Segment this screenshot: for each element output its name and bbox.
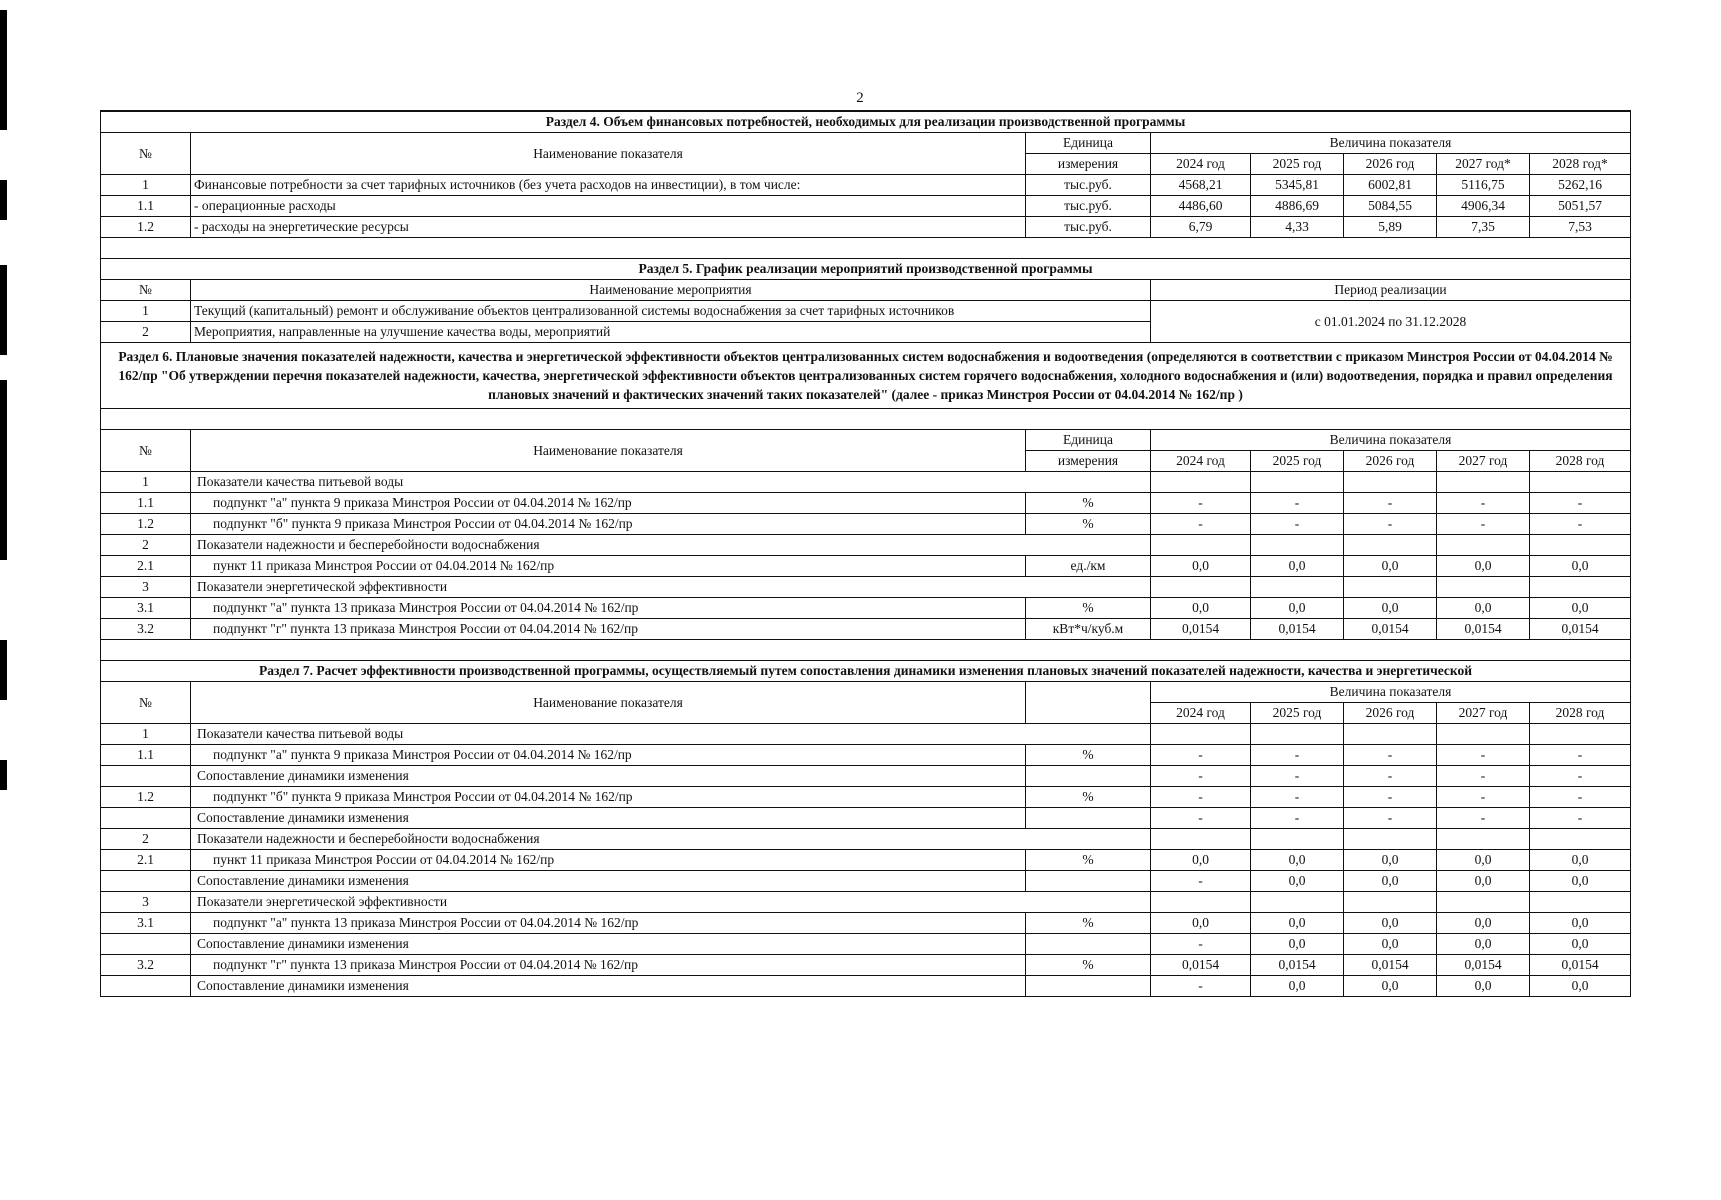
table-row bbox=[101, 766, 1631, 787]
row-value: 0,0154 bbox=[1151, 619, 1251, 640]
row-unit bbox=[1026, 871, 1151, 892]
row-value: 0,0154 bbox=[1437, 619, 1530, 640]
row-name: Текущий (капитальный) ремонт и обслуживание объектов централизованной системы водоснабжения за счет тарифных источников bbox=[191, 301, 1151, 322]
row-value: - bbox=[1530, 787, 1631, 808]
table-row bbox=[101, 871, 1631, 892]
row-value: 0,0 bbox=[1251, 976, 1344, 997]
s6-col-value: Величина показателя bbox=[1151, 430, 1631, 451]
row-value: - bbox=[1530, 514, 1631, 535]
row-no: 2 bbox=[101, 829, 191, 850]
row-no: 2.1 bbox=[101, 556, 191, 577]
row-unit bbox=[1026, 934, 1151, 955]
row-value: - bbox=[1344, 514, 1437, 535]
s7-year: 2026 год bbox=[1344, 703, 1437, 724]
row-value: 7,53 bbox=[1530, 217, 1631, 238]
main-table bbox=[100, 110, 1631, 997]
s4-col-unit-2: измерения bbox=[1026, 154, 1151, 175]
row-unit: % bbox=[1026, 787, 1151, 808]
row-no bbox=[101, 976, 191, 997]
row-value-empty bbox=[1530, 535, 1631, 556]
row-no: 1.1 bbox=[101, 196, 191, 217]
row-value: 6,79 bbox=[1151, 217, 1251, 238]
row-value-empty bbox=[1151, 472, 1251, 493]
s4-year: 2026 год bbox=[1344, 154, 1437, 175]
row-value: 0,0 bbox=[1530, 871, 1631, 892]
s4-year: 2028 год* bbox=[1530, 154, 1631, 175]
row-value: 0,0154 bbox=[1151, 955, 1251, 976]
row-value: 0,0154 bbox=[1251, 619, 1344, 640]
row-unit: % bbox=[1026, 955, 1151, 976]
s4-col-no: № bbox=[101, 133, 191, 175]
table-row bbox=[101, 976, 1631, 997]
row-no: 2 bbox=[101, 535, 191, 556]
row-value: 0,0 bbox=[1530, 598, 1631, 619]
row-value: 5116,75 bbox=[1437, 175, 1530, 196]
row-value: 0,0 bbox=[1530, 934, 1631, 955]
row-value: - bbox=[1151, 871, 1251, 892]
row-unit: кВт*ч/куб.м bbox=[1026, 619, 1151, 640]
row-no: 1.2 bbox=[101, 787, 191, 808]
table-row bbox=[101, 808, 1631, 829]
row-value: 0,0 bbox=[1251, 934, 1344, 955]
row-value: - bbox=[1344, 808, 1437, 829]
row-value: 5,89 bbox=[1344, 217, 1437, 238]
s6-col-unit-2: измерения bbox=[1026, 451, 1151, 472]
row-value: 0,0 bbox=[1151, 556, 1251, 577]
row-value: 0,0154 bbox=[1437, 955, 1530, 976]
row-value: 0,0 bbox=[1344, 850, 1437, 871]
row-value: 0,0 bbox=[1344, 976, 1437, 997]
row-value: 0,0 bbox=[1344, 934, 1437, 955]
table-row bbox=[101, 493, 1631, 514]
row-name: Показатели надежности и бесперебойности водоснабжения bbox=[191, 535, 1151, 556]
spacer-row bbox=[101, 238, 1631, 259]
document-sheet bbox=[100, 110, 1630, 997]
section4-title: Раздел 4. Объем финансовых потребностей, необходимых для реализации производственной программы bbox=[101, 111, 1631, 133]
row-value-empty bbox=[1251, 577, 1344, 598]
table-row bbox=[101, 787, 1631, 808]
row-value: - bbox=[1151, 745, 1251, 766]
row-value: - bbox=[1530, 766, 1631, 787]
row-value: 0,0 bbox=[1151, 850, 1251, 871]
row-value-empty bbox=[1530, 892, 1631, 913]
table-row bbox=[101, 535, 1631, 556]
row-value-empty bbox=[1251, 892, 1344, 913]
row-value-empty bbox=[1437, 892, 1530, 913]
s6-col-no: № bbox=[101, 430, 191, 472]
row-value: - bbox=[1344, 493, 1437, 514]
s4-year: 2025 год bbox=[1251, 154, 1344, 175]
row-value: 0,0 bbox=[1251, 598, 1344, 619]
table-row bbox=[101, 955, 1631, 976]
section5-title: Раздел 5. График реализации мероприятий производственной программы bbox=[101, 259, 1631, 280]
row-unit: тыс.руб. bbox=[1026, 196, 1151, 217]
s7-col-unit-empty bbox=[1026, 682, 1151, 724]
row-name: Показатели качества питьевой воды bbox=[191, 724, 1151, 745]
row-name: Сопоставление динамики изменения bbox=[191, 934, 1026, 955]
table-row bbox=[101, 745, 1631, 766]
row-value-empty bbox=[1344, 535, 1437, 556]
row-value: 0,0154 bbox=[1344, 619, 1437, 640]
row-value: 0,0 bbox=[1437, 871, 1530, 892]
row-value: - bbox=[1251, 514, 1344, 535]
row-name: подпункт "б" пункта 9 приказа Минстроя России от 04.04.2014 № 162/пр bbox=[191, 787, 1026, 808]
row-unit: ед./км bbox=[1026, 556, 1151, 577]
table-row bbox=[101, 598, 1631, 619]
row-unit: тыс.руб. bbox=[1026, 217, 1151, 238]
row-value: 4,33 bbox=[1251, 217, 1344, 238]
row-value-empty bbox=[1437, 535, 1530, 556]
row-name: пункт 11 приказа Минстроя России от 04.04.2014 № 162/пр bbox=[191, 850, 1026, 871]
row-value: - bbox=[1251, 493, 1344, 514]
row-name: подпункт "г" пункта 13 приказа Минстроя России от 04.04.2014 № 162/пр bbox=[191, 619, 1026, 640]
row-name: подпункт "а" пункта 13 приказа Минстроя России от 04.04.2014 № 162/пр bbox=[191, 913, 1026, 934]
spacer-row bbox=[101, 640, 1631, 661]
row-no: 3.2 bbox=[101, 619, 191, 640]
row-value: - bbox=[1530, 745, 1631, 766]
row-unit: % bbox=[1026, 493, 1151, 514]
row-no: 3.1 bbox=[101, 913, 191, 934]
row-name: Мероприятия, направленные на улучшение качества воды, мероприятий bbox=[191, 322, 1151, 343]
row-value: 0,0 bbox=[1344, 556, 1437, 577]
section6-body bbox=[101, 472, 1631, 640]
row-no: 2.1 bbox=[101, 850, 191, 871]
row-value: 0,0 bbox=[1251, 556, 1344, 577]
row-unit: % bbox=[1026, 598, 1151, 619]
row-value: - bbox=[1251, 787, 1344, 808]
row-value: - bbox=[1251, 808, 1344, 829]
row-value-empty bbox=[1151, 892, 1251, 913]
table-row bbox=[101, 217, 1631, 238]
row-value: 0,0 bbox=[1437, 934, 1530, 955]
row-value: - bbox=[1344, 787, 1437, 808]
s5-col-name: Наименование мероприятия bbox=[191, 280, 1151, 301]
row-value: - bbox=[1151, 976, 1251, 997]
row-no: 3.1 bbox=[101, 598, 191, 619]
section6-title: Раздел 6. Плановые значения показателей надежности, качества и энергетической эффективности объектов централизованных систем водоснабжения и водоотведения (определяются в соответствии с приказом Минстроя России от 04.04.2014 № 162/пр "Об утверждении перечня показателей надежности, качества, энергетической эффективности объектов централизованных систем горячего водоснабжения, холодного водоснабжения и (или) водоотведения, порядка и правил определения плановых значений и фактических значений таких показателей" (далее - приказ Минстроя России от 04.04.2014 № 162/пр ) bbox=[101, 343, 1631, 409]
row-name: Показатели надежности и бесперебойности водоснабжения bbox=[191, 829, 1151, 850]
row-name: - расходы на энергетические ресурсы bbox=[191, 217, 1026, 238]
row-value: - bbox=[1437, 808, 1530, 829]
row-value-empty bbox=[1151, 577, 1251, 598]
row-name: Показатели энергетической эффективности bbox=[191, 577, 1151, 598]
row-no bbox=[101, 766, 191, 787]
table-row bbox=[101, 175, 1631, 196]
row-no: 1.1 bbox=[101, 745, 191, 766]
row-unit bbox=[1026, 976, 1151, 997]
row-value: 0,0 bbox=[1530, 976, 1631, 997]
s7-year: 2027 год bbox=[1437, 703, 1530, 724]
table-row bbox=[101, 577, 1631, 598]
row-value: 0,0 bbox=[1251, 850, 1344, 871]
row-value: - bbox=[1151, 787, 1251, 808]
row-name: Показатели энергетической эффективности bbox=[191, 892, 1151, 913]
row-value-empty bbox=[1437, 472, 1530, 493]
s6-year: 2025 год bbox=[1251, 451, 1344, 472]
row-name: подпункт "а" пункта 9 приказа Минстроя России от 04.04.2014 № 162/пр bbox=[191, 745, 1026, 766]
row-name: Сопоставление динамики изменения bbox=[191, 976, 1026, 997]
table-row bbox=[101, 934, 1631, 955]
row-value: 0,0 bbox=[1344, 871, 1437, 892]
table-row bbox=[101, 619, 1631, 640]
row-no: 1 bbox=[101, 301, 191, 322]
row-value-empty bbox=[1344, 829, 1437, 850]
row-value: 0,0154 bbox=[1530, 619, 1631, 640]
row-value: 5084,55 bbox=[1344, 196, 1437, 217]
row-value: 0,0154 bbox=[1344, 955, 1437, 976]
row-unit: % bbox=[1026, 850, 1151, 871]
s4-col-value: Величина показателя bbox=[1151, 133, 1631, 154]
row-value: 0,0 bbox=[1530, 556, 1631, 577]
row-value: 0,0 bbox=[1437, 850, 1530, 871]
row-value-empty bbox=[1437, 724, 1530, 745]
row-no bbox=[101, 934, 191, 955]
s6-year: 2026 год bbox=[1344, 451, 1437, 472]
row-value: - bbox=[1151, 808, 1251, 829]
row-value: 0,0 bbox=[1437, 976, 1530, 997]
row-value: 0,0 bbox=[1151, 913, 1251, 934]
table-row bbox=[101, 850, 1631, 871]
row-value: - bbox=[1344, 745, 1437, 766]
row-value: 6002,81 bbox=[1344, 175, 1437, 196]
row-value: 0,0 bbox=[1437, 913, 1530, 934]
row-no bbox=[101, 808, 191, 829]
table-row bbox=[101, 196, 1631, 217]
row-value: - bbox=[1151, 934, 1251, 955]
row-value: 0,0154 bbox=[1530, 955, 1631, 976]
row-value: - bbox=[1437, 514, 1530, 535]
row-value-empty bbox=[1530, 829, 1631, 850]
row-no: 1 bbox=[101, 175, 191, 196]
s7-year: 2028 год bbox=[1530, 703, 1631, 724]
s4-col-unit-1: Единица bbox=[1026, 133, 1151, 154]
row-value: - bbox=[1151, 493, 1251, 514]
row-value: 0,0 bbox=[1344, 913, 1437, 934]
section7-title: Раздел 7. Расчет эффективности производственной программы, осуществляемый путем сопоставления динамики изменения плановых значений показателей надежности, качества и энергетической bbox=[101, 661, 1631, 682]
row-value: - bbox=[1151, 514, 1251, 535]
table-row bbox=[101, 724, 1631, 745]
row-value: - bbox=[1437, 493, 1530, 514]
row-value: 7,35 bbox=[1437, 217, 1530, 238]
row-value: 0,0 bbox=[1344, 598, 1437, 619]
row-no: 1.2 bbox=[101, 217, 191, 238]
s5-col-no: № bbox=[101, 280, 191, 301]
row-value: - bbox=[1437, 766, 1530, 787]
row-value-empty bbox=[1344, 577, 1437, 598]
row-value-empty bbox=[1530, 724, 1631, 745]
row-name: подпункт "а" пункта 9 приказа Минстроя России от 04.04.2014 № 162/пр bbox=[191, 493, 1026, 514]
s6-year: 2027 год bbox=[1437, 451, 1530, 472]
row-value: - bbox=[1251, 766, 1344, 787]
row-value: 0,0 bbox=[1437, 598, 1530, 619]
row-value: 5051,57 bbox=[1530, 196, 1631, 217]
table-row bbox=[101, 829, 1631, 850]
row-value: 4906,34 bbox=[1437, 196, 1530, 217]
table-row bbox=[101, 892, 1631, 913]
row-value: 0,0 bbox=[1151, 598, 1251, 619]
row-value: 5262,16 bbox=[1530, 175, 1631, 196]
s7-col-no: № bbox=[101, 682, 191, 724]
row-value: 0,0 bbox=[1437, 556, 1530, 577]
row-value: 0,0 bbox=[1251, 871, 1344, 892]
row-no: 1 bbox=[101, 472, 191, 493]
row-value: 5345,81 bbox=[1251, 175, 1344, 196]
row-value-empty bbox=[1151, 724, 1251, 745]
row-value: 4568,21 bbox=[1151, 175, 1251, 196]
row-name: подпункт "г" пункта 13 приказа Минстроя России от 04.04.2014 № 162/пр bbox=[191, 955, 1026, 976]
row-name: подпункт "б" пункта 9 приказа Минстроя России от 04.04.2014 № 162/пр bbox=[191, 514, 1026, 535]
row-name: Финансовые потребности за счет тарифных источников (без учета расходов на инвестиции), в том числе: bbox=[191, 175, 1026, 196]
row-name: подпункт "а" пункта 13 приказа Минстроя России от 04.04.2014 № 162/пр bbox=[191, 598, 1026, 619]
row-value: 0,0 bbox=[1530, 913, 1631, 934]
row-unit: % bbox=[1026, 913, 1151, 934]
row-name: Сопоставление динамики изменения bbox=[191, 808, 1026, 829]
row-unit: % bbox=[1026, 514, 1151, 535]
table-row bbox=[101, 301, 1631, 322]
row-value-empty bbox=[1344, 724, 1437, 745]
s7-col-value: Величина показателя bbox=[1151, 682, 1631, 703]
s4-col-name: Наименование показателя bbox=[191, 133, 1026, 175]
row-value-empty bbox=[1530, 577, 1631, 598]
table-row bbox=[101, 913, 1631, 934]
row-value-empty bbox=[1437, 829, 1530, 850]
row-no: 1 bbox=[101, 724, 191, 745]
row-value: 0,0154 bbox=[1251, 955, 1344, 976]
row-no: 2 bbox=[101, 322, 191, 343]
row-no: 1.1 bbox=[101, 493, 191, 514]
row-unit: тыс.руб. bbox=[1026, 175, 1151, 196]
section7-body bbox=[101, 724, 1631, 997]
row-name: Сопоставление динамики изменения bbox=[191, 871, 1026, 892]
row-no: 3.2 bbox=[101, 955, 191, 976]
row-value: 0,0 bbox=[1251, 913, 1344, 934]
s7-col-name: Наименование показателя bbox=[191, 682, 1026, 724]
row-name: пункт 11 приказа Минстроя России от 04.04.2014 № 162/пр bbox=[191, 556, 1026, 577]
row-value-empty bbox=[1251, 535, 1344, 556]
row-value: 0,0 bbox=[1530, 850, 1631, 871]
s4-year: 2027 год* bbox=[1437, 154, 1530, 175]
row-unit bbox=[1026, 766, 1151, 787]
row-value-empty bbox=[1251, 472, 1344, 493]
s7-year: 2024 год bbox=[1151, 703, 1251, 724]
row-unit: % bbox=[1026, 745, 1151, 766]
s5-col-period: Период реализации bbox=[1151, 280, 1631, 301]
row-value-empty bbox=[1251, 724, 1344, 745]
row-value: 4486,60 bbox=[1151, 196, 1251, 217]
row-value-empty bbox=[1530, 472, 1631, 493]
row-value-empty bbox=[1151, 535, 1251, 556]
table-row bbox=[101, 472, 1631, 493]
page-number: 2 bbox=[856, 90, 864, 106]
row-no: 3 bbox=[101, 892, 191, 913]
row-unit bbox=[1026, 808, 1151, 829]
row-no bbox=[101, 871, 191, 892]
s6-year: 2028 год bbox=[1530, 451, 1631, 472]
s4-year: 2024 год bbox=[1151, 154, 1251, 175]
row-value: - bbox=[1530, 493, 1631, 514]
table-row bbox=[101, 556, 1631, 577]
row-value-empty bbox=[1251, 829, 1344, 850]
row-name: Показатели качества питьевой воды bbox=[191, 472, 1151, 493]
row-value: - bbox=[1151, 766, 1251, 787]
s6-year: 2024 год bbox=[1151, 451, 1251, 472]
s5-period-value: с 01.01.2024 по 31.12.2028 bbox=[1151, 301, 1631, 343]
s7-year: 2025 год bbox=[1251, 703, 1344, 724]
row-value: - bbox=[1437, 745, 1530, 766]
row-no: 3 bbox=[101, 577, 191, 598]
row-value: - bbox=[1530, 808, 1631, 829]
row-value-empty bbox=[1151, 829, 1251, 850]
row-value: - bbox=[1437, 787, 1530, 808]
row-value: - bbox=[1344, 766, 1437, 787]
row-no: 1.2 bbox=[101, 514, 191, 535]
scan-edge-marks bbox=[0, 0, 7, 1200]
row-value-empty bbox=[1344, 472, 1437, 493]
s6-col-unit-1: Единица bbox=[1026, 430, 1151, 451]
row-value: 4886,69 bbox=[1251, 196, 1344, 217]
s6-col-name: Наименование показателя bbox=[191, 430, 1026, 472]
row-value-empty bbox=[1344, 892, 1437, 913]
table-row bbox=[101, 514, 1631, 535]
row-value-empty bbox=[1437, 577, 1530, 598]
row-value: - bbox=[1251, 745, 1344, 766]
row-name: Сопоставление динамики изменения bbox=[191, 766, 1026, 787]
row-name: - операционные расходы bbox=[191, 196, 1026, 217]
spacer-row bbox=[101, 409, 1631, 430]
